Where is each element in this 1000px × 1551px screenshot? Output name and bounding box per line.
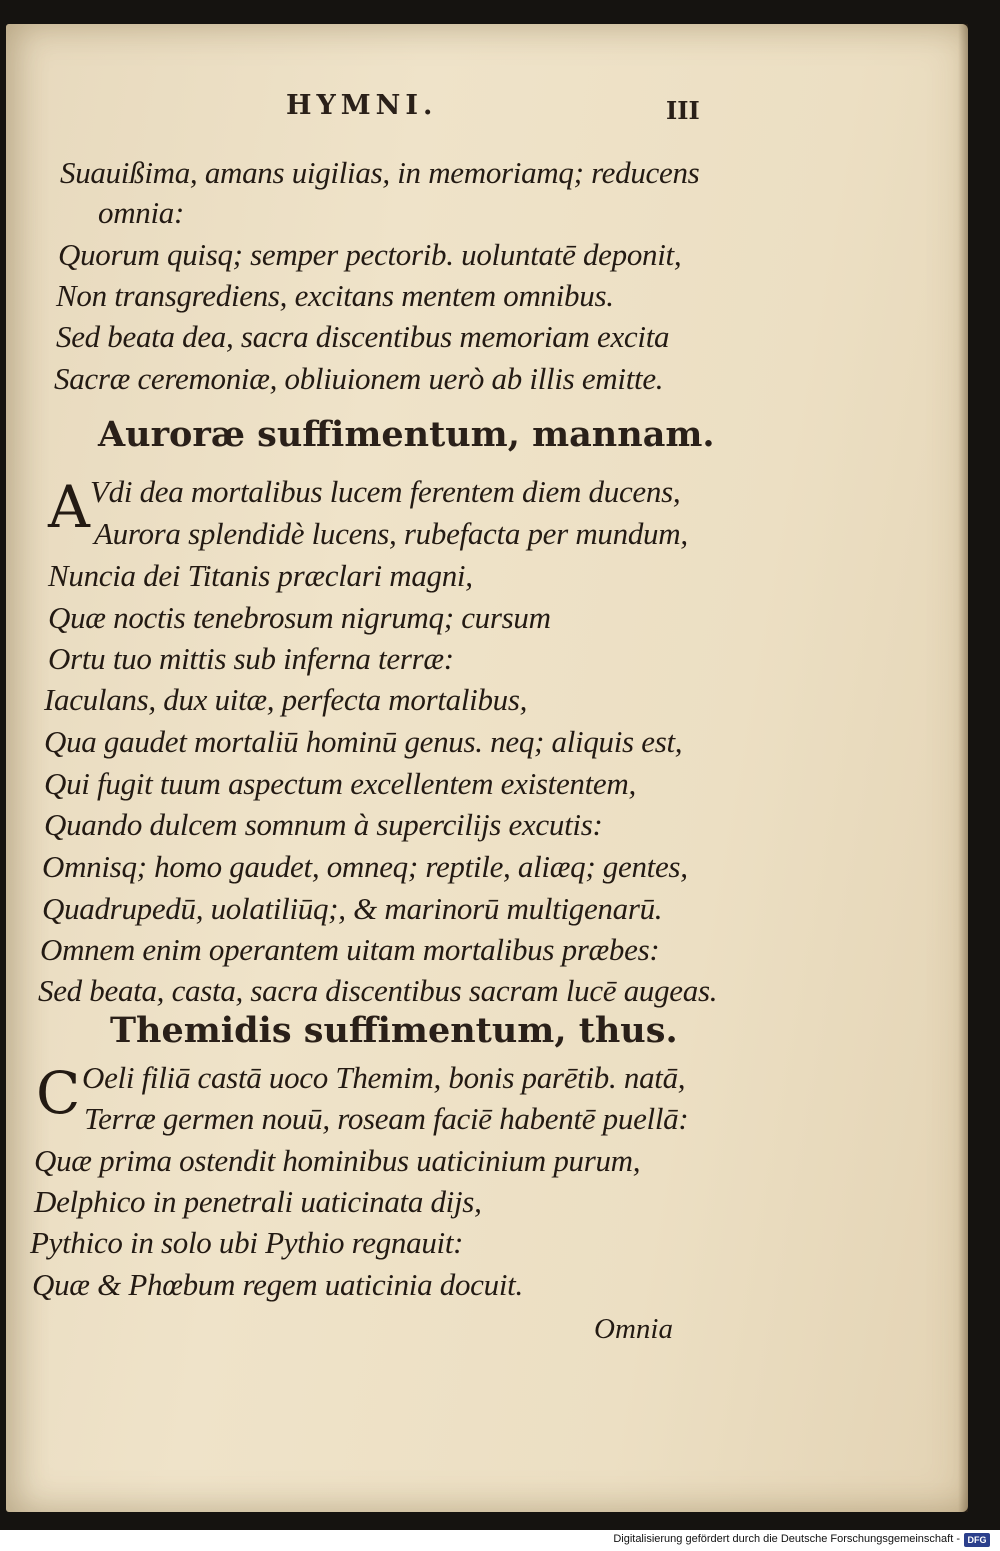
verse-line: Nuncia dei Titanis præclari magni, (48, 558, 473, 593)
page-edge-shadow (958, 24, 968, 1512)
footer-credit: Digitalisierung gefördert durch die Deutsche Forschungsgemeinschaft - (613, 1533, 960, 1545)
verse-line: Iaculans, dux uitæ, perfecta mortalibus, (44, 682, 528, 717)
drop-cap-c: C (36, 1059, 81, 1127)
verse-line: Pythico in solo ubi Pythio regnauit: (30, 1225, 464, 1260)
verse-line: Sed beata, casta, sacra discentibus sacram lucē augeas. (38, 973, 718, 1008)
verse-line: Suauißima, amans uigilias, in memoriamq; reducens (60, 155, 700, 190)
running-head: HYMNI. (286, 90, 438, 121)
verse-line: Quæ & Phœbum regem uaticinia docuit. (32, 1267, 523, 1302)
verse-line: Sed beata dea, sacra discentibus memoriam excita (56, 319, 670, 354)
hymn-title-aurora: Auroræ suffimentum, mannam. (98, 414, 715, 455)
verse-line: Oeli filiā castā uoco Themim, bonis parētib. natā, (82, 1060, 686, 1095)
hymn-title-themis: Themidis suffimentum, thus. (110, 1010, 678, 1051)
verse-line: Quorum quisq; semper pectorib. uoluntatē deponit, (58, 237, 682, 272)
verse-line: Sacræ ceremoniæ, obliuionem uerò ab illis emitte. (54, 361, 664, 396)
verse-line: Quæ prima ostendit hominibus uaticinium purum, (34, 1143, 641, 1178)
verse-line: Omnem enim operantem uitam mortalibus præbes: (40, 932, 660, 967)
verse-line: Quæ noctis tenebrosum nigrumq; cursum (48, 600, 551, 635)
verse-line: Delphico in penetrali uaticinata dijs, (34, 1184, 482, 1219)
footer-bar (0, 1530, 1000, 1551)
verse-line: Ortu tuo mittis sub inferna terræ: (48, 641, 454, 676)
verse-line: Terræ germen nouū, roseam faciē habentē puellā: (84, 1101, 689, 1136)
verse-line: omnia: (98, 195, 185, 230)
verse-line: Vdi dea mortalibus lucem ferentem diem ducens, (90, 474, 681, 509)
verse-line: Qui fugit tuum aspectum excellentem existentem, (44, 766, 636, 801)
dfg-logo-icon: DFG (964, 1533, 990, 1547)
verse-line: Quadrupedū, uolatiliūq;, & marinorū multigenarū. (42, 891, 663, 926)
folio-number: III (666, 96, 700, 125)
catchword: Omnia (594, 1313, 673, 1345)
verse-line: Qua gaudet mortaliū hominū genus. neq; aliquis est, (44, 724, 683, 759)
verse-line: Aurora splendidè lucens, rubefacta per mundum, (94, 516, 688, 551)
drop-cap-a: A (48, 473, 90, 541)
verse-line: Non transgrediens, excitans mentem omnibus. (56, 278, 614, 313)
verse-line: Omnisq; homo gaudet, omneq; reptile, aliæq; gentes, (42, 849, 688, 884)
verse-line: Quando dulcem somnum à supercilijs excutis: (44, 807, 603, 842)
